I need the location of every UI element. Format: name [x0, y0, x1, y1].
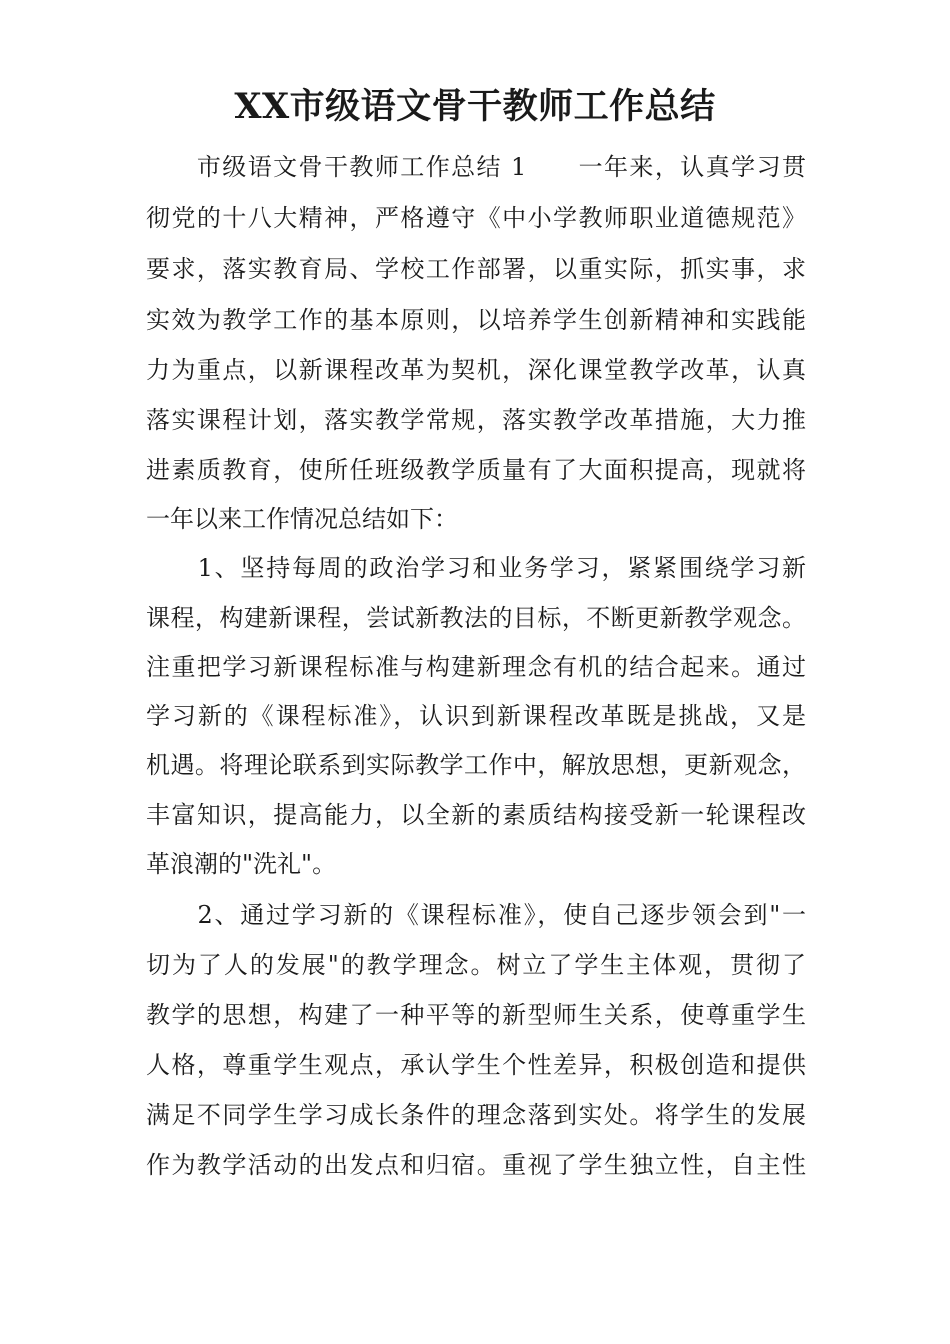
- body-line: 作为教学活动的出发点和归宿。重视了学生独立性，自主性: [146, 1151, 806, 1179]
- body-line: 人格，尊重学生观点，承认学生个性差异，积极创造和提供: [146, 1051, 806, 1079]
- body-line: 注重把学习新课程标准与构建新理念有机的结合起来。通过: [146, 653, 806, 681]
- body-line: 实效为教学工作的基本原则，以培养学生创新精神和实践能: [146, 306, 806, 334]
- body-line: 要求，落实教育局、学校工作部署，以重实际，抓实事，求: [146, 255, 806, 283]
- body-line: 学习新的《课程标准》，认识到新课程改革既是挑战，又是: [146, 702, 806, 730]
- body-line: 革浪潮的"洗礼"。: [146, 850, 337, 878]
- body-line: 1、坚持每周的政治学习和业务学习，紧紧围绕学习新: [146, 554, 806, 582]
- body-line: 课程，构建新课程，尝试新教法的目标，不断更新教学观念。: [146, 604, 806, 632]
- body-line: 机遇。将理论联系到实际教学工作中，解放思想，更新观念，: [146, 751, 806, 779]
- body-line: 力为重点，以新课程改革为契机，深化课堂教学改革，认真: [146, 356, 806, 384]
- body-line: 满足不同学生学习成长条件的理念落到实处。将学生的发展: [146, 1101, 806, 1129]
- body-line: 切为了人的发展"的教学理念。树立了学生主体观，贯彻了: [146, 951, 806, 979]
- body-line: 教学的思想，构建了一种平等的新型师生关系，使尊重学生: [146, 1001, 806, 1029]
- document-title: XX市级语文骨干教师工作总结: [234, 86, 716, 127]
- body-line: 进素质教育，使所任班级教学质量有了大面积提高，现就将: [146, 456, 806, 484]
- body-line: 彻党的十八大精神，严格遵守《中小学教师职业道德规范》: [146, 204, 806, 232]
- body-line: 落实课程计划，落实教学常规，落实教学改革措施，大力推: [146, 406, 806, 434]
- body-line: 市级语文骨干教师工作总结 1 一年来，认真学习贯: [146, 153, 806, 181]
- body-line: 2、通过学习新的《课程标准》，使自己逐步领会到"一: [146, 901, 806, 929]
- body-line: 丰富知识，提高能力，以全新的素质结构接受新一轮课程改: [146, 801, 806, 829]
- body-line: 一年以来工作情况总结如下：: [146, 505, 458, 533]
